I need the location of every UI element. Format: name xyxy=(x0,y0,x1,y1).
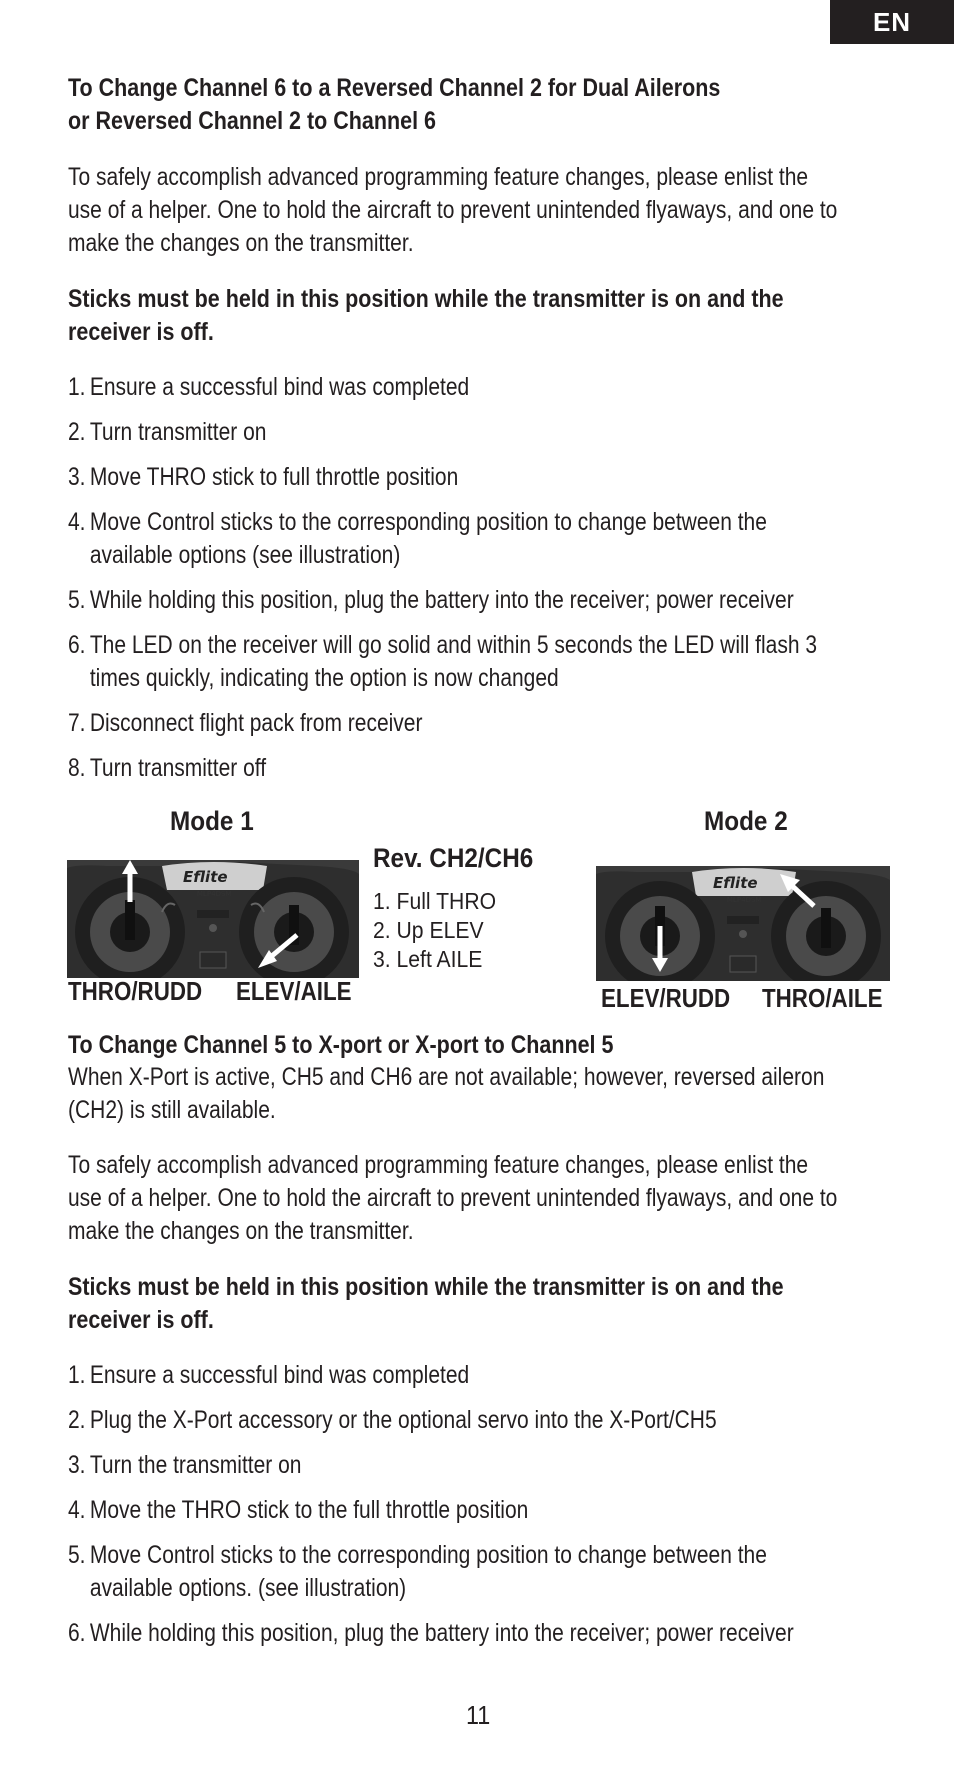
mode1-title: Mode 1 xyxy=(170,806,254,836)
section2-intro xyxy=(68,1149,837,1248)
step-item xyxy=(68,1494,794,1527)
step-item xyxy=(68,1539,794,1605)
section1-intro xyxy=(68,161,837,260)
step-number: 2. xyxy=(68,418,86,446)
step-item xyxy=(68,707,817,740)
section2-intro-line: To safely accomplish advanced programming feature changes, please enlist the xyxy=(68,1151,809,1179)
mode1-transmitter-image xyxy=(67,860,359,978)
mode2-transmitter-image xyxy=(596,866,890,981)
section1-intro-line: make the changes on the transmitter. xyxy=(68,229,414,257)
step-number: 2. xyxy=(68,1406,86,1434)
step-number: 1. xyxy=(68,1361,86,1389)
mode2-right-stick-label: THRO/AILE xyxy=(762,983,883,1013)
section2-steps xyxy=(68,1359,932,1650)
rev-item: 3. Left AILE xyxy=(373,946,483,972)
step-number: 3. xyxy=(68,463,86,491)
rev-item: 2. Up ELEV xyxy=(373,917,484,943)
section1-warning xyxy=(68,283,784,349)
step-number: 5. xyxy=(68,586,86,614)
step-number: 4. xyxy=(68,508,86,536)
section2-note xyxy=(68,1061,824,1127)
transmitter-model-label: MLP4DSM xyxy=(727,896,762,904)
step-text: Ensure a successful bind was completed xyxy=(89,373,470,401)
rev-ch2-ch6-title: Rev. CH2/CH6 xyxy=(373,843,534,873)
step-text: Disconnect flight pack from receiver xyxy=(89,709,423,737)
step-number: 6. xyxy=(68,631,86,659)
section1-title xyxy=(68,72,720,138)
section2-warning-line: receiver is off. xyxy=(68,1306,214,1334)
step-text: Turn the transmitter on xyxy=(89,1451,302,1479)
step-text: While holding this position, plug the battery into the receiver; power receiver xyxy=(89,1619,794,1647)
page-number: 11 xyxy=(466,1700,491,1730)
step-item xyxy=(68,584,817,617)
step-number: 5. xyxy=(68,1541,86,1569)
section2-warning-line: Sticks must be held in this position while the transmitter is on and the xyxy=(68,1273,784,1301)
mode1-right-stick-label: ELEV/AILE xyxy=(236,976,352,1006)
step-number: 4. xyxy=(68,1496,86,1524)
mode1-left-stick-label: THRO/RUDD xyxy=(68,976,203,1006)
step-text: Move THRO stick to full throttle position xyxy=(89,463,459,491)
step-number: 6. xyxy=(68,1619,86,1647)
step-item xyxy=(68,752,817,785)
section2-intro-line: use of a helper. One to hold the aircraft to prevent unintended flyaways, and one to xyxy=(68,1184,838,1212)
transmitter-brand-logo: Eflite xyxy=(183,868,228,886)
step-text: While holding this position, plug the battery into the receiver; power receiver xyxy=(89,586,794,614)
step-text: Move Control sticks to the corresponding position to change between the available options (see illustration) xyxy=(89,508,767,569)
step-text: Move the THRO stick to the full throttle position xyxy=(89,1496,529,1524)
step-text: The LED on the receiver will go solid and within 5 seconds the LED will flash 3 times quickly, indicating the option is now changed xyxy=(89,631,818,692)
section2-intro-line: make the changes on the transmitter. xyxy=(68,1217,414,1245)
step-number: 1. xyxy=(68,373,86,401)
step-text: Turn transmitter on xyxy=(89,418,267,446)
step-text: Ensure a successful bind was completed xyxy=(89,1361,470,1389)
section1-title-line2: or Reversed Channel 2 to Channel 6 xyxy=(68,107,436,135)
step-text: Plug the X-Port accessory or the optional servo into the X-Port/CH5 xyxy=(89,1406,717,1434)
transmitter-model-label: MLP4DSM xyxy=(197,890,232,898)
language-tab: EN xyxy=(830,0,954,44)
step-number: 3. xyxy=(68,1451,86,1479)
step-text: Turn transmitter off xyxy=(89,754,267,782)
step-item xyxy=(68,371,817,404)
section2-note-line: When X-Port is active, CH5 and CH6 are not available; however, reversed aileron xyxy=(68,1063,825,1091)
rev-item: 1. Full THRO xyxy=(373,888,497,914)
section2-warning xyxy=(68,1271,784,1337)
step-item xyxy=(68,629,817,695)
transmitter-brand-logo: Eflite xyxy=(713,874,758,892)
section1-intro-line: use of a helper. One to hold the aircraft to prevent unintended flyaways, and one to xyxy=(68,196,838,224)
step-item xyxy=(68,1359,794,1392)
step-number: 7. xyxy=(68,709,86,737)
step-item xyxy=(68,1449,794,1482)
section2-note-line: (CH2) is still available. xyxy=(68,1096,276,1124)
section1-intro-line: To safely accomplish advanced programming feature changes, please enlist the xyxy=(68,163,809,191)
step-item xyxy=(68,461,817,494)
section1-warning-line: Sticks must be held in this position while the transmitter is on and the xyxy=(68,285,784,313)
step-item xyxy=(68,1404,794,1437)
section1-steps xyxy=(68,371,954,785)
mode2-title: Mode 2 xyxy=(704,806,788,836)
step-item xyxy=(68,1617,794,1650)
section2-title: To Change Channel 5 to X-port or X-port to Channel 5 xyxy=(68,1031,614,1059)
mode2-left-stick-label: ELEV/RUDD xyxy=(601,983,731,1013)
section1-warning-line: receiver is off. xyxy=(68,318,214,346)
step-item xyxy=(68,506,817,572)
step-item xyxy=(68,416,817,449)
step-text: Move Control sticks to the corresponding position to change between the available options. (see illustration) xyxy=(89,1541,767,1602)
step-number: 8. xyxy=(68,754,86,782)
section1-title-line1: To Change Channel 6 to a Reversed Channel 2 for Dual Ailerons xyxy=(68,74,721,102)
